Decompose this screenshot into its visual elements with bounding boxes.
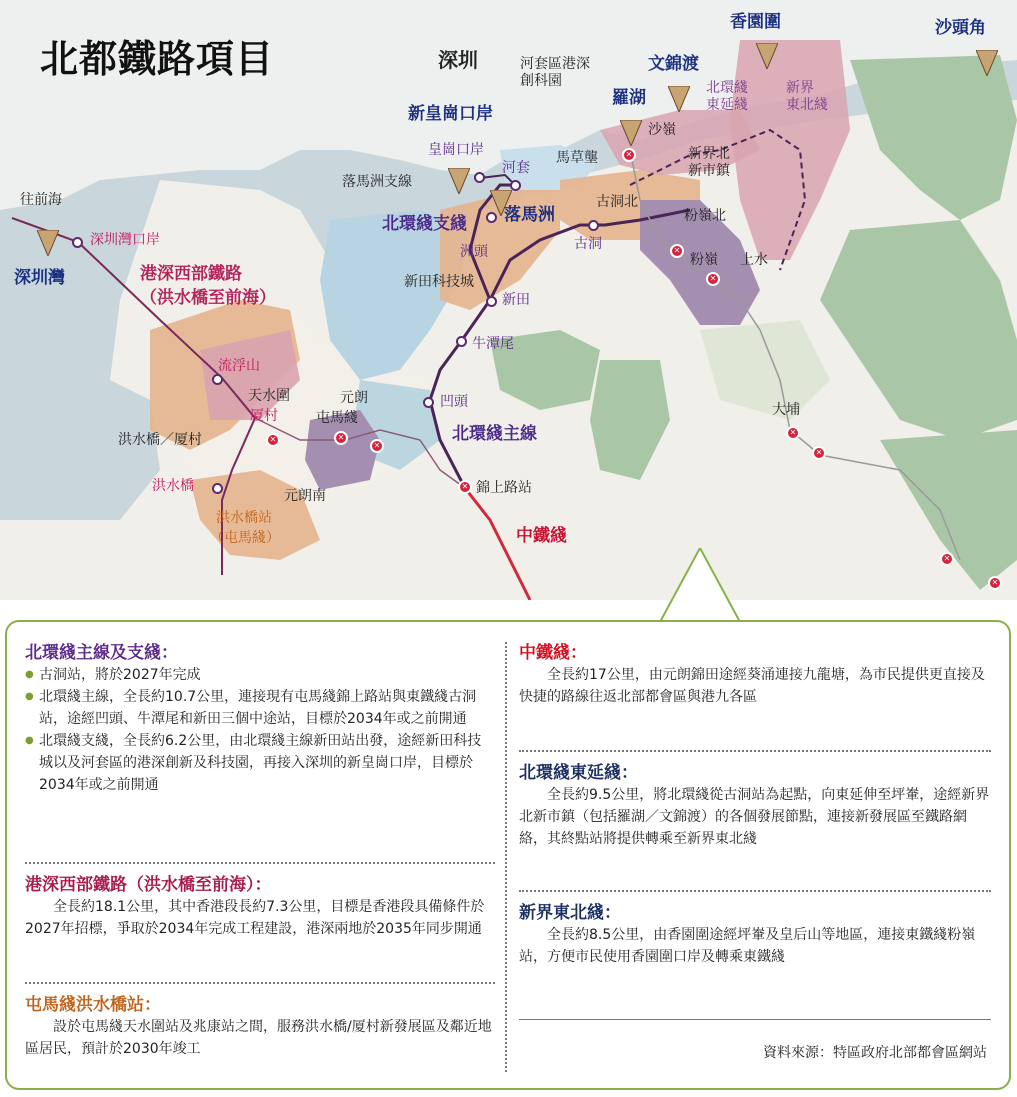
bullet-item: ● 北環綫主線，全長約10.7公里，連接現有屯馬綫錦上路站與東鐵綫古洞站，途經凹頭、牛潭尾和新田三個中途站，目標於2034年或之前開通 [25, 686, 495, 730]
mtr-station-icon: ✕ [266, 433, 280, 447]
label-san-tin: 新田 [502, 292, 530, 308]
section-east-extension [519, 762, 991, 850]
mtr-station-icon: ✕ [334, 431, 348, 445]
label-north-ring-east-ext: 北環綫 東延綫 [706, 80, 748, 113]
label-ha-tsuen: 厦村 [250, 408, 278, 424]
mtr-station-icon: ✕ [370, 439, 384, 453]
label-mashaolong: 馬草壟 [556, 150, 598, 166]
label-hetao-station: 河套 [502, 160, 530, 176]
label-fanling: 粉嶺 [690, 252, 718, 268]
label-xiangyuanwei: 香園圍 [730, 12, 781, 32]
section-separator [25, 982, 495, 984]
label-au-tau: 凹頭 [440, 394, 468, 410]
label-ngau-tam-mei: 牛潭尾 [472, 336, 514, 352]
label-luohu: 羅湖 [612, 88, 646, 108]
section-separator [25, 862, 495, 864]
bullet-item: ● 古洞站，將於2027年完成 [25, 664, 495, 686]
station-marker [474, 172, 485, 183]
port-marker-icon [976, 50, 998, 76]
port-marker-icon [620, 120, 642, 146]
column-divider [505, 642, 507, 1072]
section-heading: 北環綫東延綫： [519, 763, 638, 783]
mtr-station-icon: ✕ [940, 552, 954, 566]
label-shenzhen: 深圳 [438, 48, 478, 72]
station-marker [212, 374, 223, 385]
mtr-station-icon: ✕ [988, 576, 1002, 590]
label-lok-ma-chau: 落馬洲 [504, 205, 555, 225]
station-marker [588, 220, 599, 231]
label-west-rail-title: 港深西部鐵路 [140, 264, 242, 284]
station-marker [510, 180, 521, 191]
section-text: 全長約17公里，由元朗錦田途經葵涌連接九龍塘，為市民提供更直接及快捷的路線往返北部都會區與港九各區 [519, 667, 985, 705]
label-nt-northeast-line: 新界 東北綫 [786, 80, 828, 113]
label-kwu-tung: 古洞 [574, 236, 602, 252]
label-shaling: 沙嶺 [648, 122, 676, 138]
label-kwu-tung-north: 古洞北 [596, 194, 638, 210]
port-marker-icon [37, 230, 59, 256]
label-shatoujiao: 沙頭角 [935, 18, 986, 38]
section-west-rail [25, 874, 495, 940]
label-hsk-ha-tsuen: 洪水橋／厦村 [118, 432, 202, 448]
section-separator [519, 890, 991, 892]
source-rule [519, 1019, 991, 1020]
mtr-station-icon: ✕ [812, 446, 826, 460]
mtr-station-icon: ✕ [458, 480, 472, 494]
section-heading: 北環綫主線及支綫： [25, 643, 178, 663]
label-hsk-station-line: （屯馬綫） [210, 530, 280, 546]
label-to-qianhai: 往前海 [20, 192, 62, 208]
label-tai-po: 大埔 [772, 402, 800, 418]
mtr-station-icon: ✕ [706, 272, 720, 286]
label-tuen-ma-line: 屯馬綫 [316, 410, 358, 426]
source-credit: 資料來源：特區政府北部都會區網站 [763, 1045, 987, 1061]
station-marker [486, 296, 497, 307]
section-nt-northeast [519, 902, 991, 968]
section-heading: 中鐵綫： [519, 643, 587, 663]
port-marker-icon [448, 168, 470, 194]
label-sz-bay: 深圳灣 [14, 268, 65, 288]
label-tin-shui-wai: 天水圍 [248, 388, 290, 404]
label-sz-bay-port: 深圳灣口岸 [90, 232, 160, 248]
station-marker [423, 397, 434, 408]
label-kam-sheung-road: 錦上路站 [476, 480, 532, 496]
callout-pointer [660, 548, 740, 624]
label-san-tin-tech: 新田科技城 [404, 274, 474, 290]
mtr-station-icon: ✕ [670, 244, 684, 258]
label-hsk-station: 洪水橋站 [216, 510, 272, 526]
page-title: 北都鐵路項目 [40, 37, 275, 81]
label-yuen-long-south: 元朗南 [284, 488, 326, 504]
section-hsk-station [25, 994, 495, 1060]
mtr-station-icon: ✕ [786, 426, 800, 440]
label-yuen-long: 元朗 [340, 390, 368, 406]
station-marker [456, 336, 467, 347]
station-marker [72, 237, 83, 248]
label-chau-tau: 洲頭 [460, 244, 488, 260]
section-text: 全長約18.1公里，其中香港段長約7.3公里，目標是香港段具備條件於2027年招標，爭取於2034年完成工程建設，港深兩地於2035年同步開通 [25, 899, 485, 937]
label-wenjindu: 文錦渡 [648, 54, 699, 74]
station-marker [486, 212, 497, 223]
label-north-ring-branch: 北環綫支綫 [382, 214, 467, 234]
label-new-territories-north-town: 新界北 新市鎮 [688, 146, 730, 179]
mtr-station-icon: ✕ [622, 148, 636, 162]
label-huanggang: 皇崗口岸 [428, 142, 484, 158]
section-heading: 屯馬綫洪水橋站： [25, 995, 161, 1015]
label-hetao: 河套區港深 創科園 [520, 56, 590, 89]
label-west-rail-subtitle: （洪水橋至前海） [140, 288, 276, 308]
label-fanling-north: 粉嶺北 [684, 208, 726, 224]
port-marker-icon [756, 43, 778, 69]
label-north-ring-main: 北環綫主線 [452, 424, 537, 444]
section-heading: 港深西部鐵路（洪水橋至前海）： [25, 875, 272, 895]
section-heading: 新界東北綫： [519, 903, 621, 923]
section-text: 全長約8.5公里，由香園圍途經坪輋及皇后山等地區，連接東鐵綫粉嶺站，方便市民使用香園圍口岸及轉乘東鐵綫 [519, 927, 976, 965]
station-marker [212, 483, 223, 494]
bullet-item: ● 北環綫支綫，全長約6.2公里，由北環綫主線新田站出發，途經新田科技城以及河套區的港深創新及科技園，再接入深圳的新皇崗口岸，目標於2034年或之前開通 [25, 730, 495, 796]
label-huanggang-new: 新皇崗口岸 [408, 104, 493, 124]
section-separator [519, 750, 991, 752]
info-panel [5, 620, 1011, 1090]
section-central-rail [519, 642, 991, 708]
label-hung-shui-kiu: 洪水橋 [152, 478, 194, 494]
label-central-rail: 中鐵綫 [516, 526, 567, 546]
label-lok-ma-chau-branch: 落馬洲支線 [342, 174, 412, 190]
label-sheung-shui: 上水 [740, 252, 768, 268]
section-text: 全長約9.5公里，將北環綫從古洞站為起點，向東延伸至坪輋，途經新界北新市鎮（包括羅湖／文錦渡）的各個發展節點，連接新發展區至鐵路網絡，其終點站將提供轉乘至新界東北綫 [519, 787, 990, 847]
port-marker-icon [668, 86, 690, 112]
section-text: 設於屯馬綫天水圍站及兆康站之間，服務洪水橋/厦村新發展區及鄰近地區居民，預計於2030年竣工 [25, 1019, 492, 1057]
label-lau-fau-shan: 流浮山 [218, 358, 260, 374]
section-north-ring [25, 642, 495, 796]
